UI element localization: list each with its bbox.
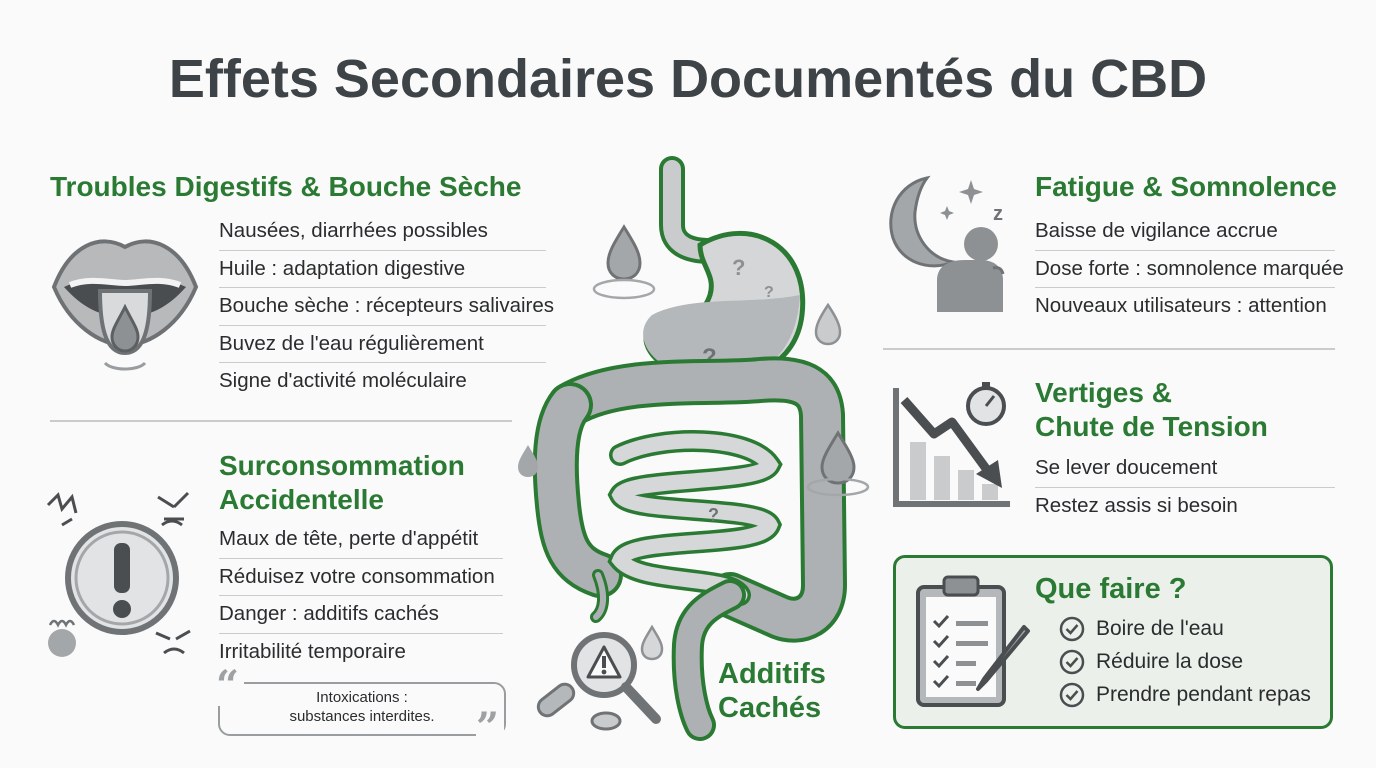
overconsumption-heading bbox=[219, 449, 465, 517]
list-item: Nouveaux utilisateurs : attention bbox=[1035, 294, 1327, 317]
todo-label: Réduire la dose bbox=[1096, 650, 1244, 673]
list-item bbox=[1059, 612, 1311, 645]
svg-text:z: z bbox=[993, 203, 1003, 225]
check-circle-icon bbox=[1059, 616, 1085, 642]
list-item: Nausées, diarrhées possibles bbox=[219, 213, 546, 251]
list-item: Danger : additifs cachés bbox=[219, 596, 503, 634]
list-item: Maux de tête, perte d'appétit bbox=[219, 521, 503, 559]
fatigue-list bbox=[1035, 213, 1344, 325]
open-quote-icon: “ bbox=[216, 666, 244, 706]
moon-sleep-person-icon bbox=[885, 172, 1020, 317]
list-item: Réduisez votre consommation bbox=[219, 559, 503, 597]
list-item: Irritabilité temporaire bbox=[219, 639, 406, 663]
hidden-additives-label bbox=[718, 657, 826, 725]
dizziness-heading-line1: Vertiges & bbox=[1035, 377, 1172, 408]
section-divider bbox=[883, 348, 1335, 350]
list-item: Baisse de vigilance accrue bbox=[1035, 213, 1335, 251]
list-item: Se lever doucement bbox=[1035, 450, 1335, 488]
list-item: Restez assis si besoin bbox=[1035, 493, 1238, 517]
dizziness-heading-line2: Chute de Tension bbox=[1035, 411, 1268, 442]
check-circle-icon bbox=[1059, 682, 1085, 708]
list-item: Dose forte : somnolence marquée bbox=[1035, 251, 1335, 289]
check-circle-icon bbox=[1059, 649, 1085, 675]
hidden-additives-line1: Additifs bbox=[718, 658, 826, 690]
list-item bbox=[1059, 678, 1311, 711]
todo-label: Boire de l'eau bbox=[1096, 617, 1224, 640]
dizziness-heading bbox=[1035, 376, 1268, 444]
quote-line1: Intoxications : bbox=[316, 689, 408, 706]
list-item: Signe d'activité moléculaire bbox=[219, 369, 467, 392]
quote-box bbox=[218, 682, 506, 736]
quote-text bbox=[220, 688, 504, 726]
what-to-do-heading: Que faire ? bbox=[1035, 573, 1187, 605]
svg-text:?: ? bbox=[708, 505, 719, 525]
list-item: Bouche sèche : récepteurs salivaires bbox=[219, 288, 546, 326]
falling-chart-gauge-icon bbox=[890, 380, 1020, 510]
svg-text:?: ? bbox=[702, 344, 717, 371]
digestive-list bbox=[219, 213, 555, 400]
mouth-tongue-droplet-icon bbox=[50, 225, 200, 380]
clipboard-checklist-icon bbox=[912, 575, 1040, 710]
hidden-additives-line2: Cachés bbox=[718, 692, 822, 724]
quote-line2: substances interdites. bbox=[289, 708, 435, 725]
overconsumption-heading-line2: Accidentelle bbox=[219, 484, 384, 515]
list-item bbox=[1059, 645, 1311, 678]
fatigue-heading: Fatigue & Somnolence bbox=[1035, 171, 1337, 202]
svg-text:?: ? bbox=[764, 284, 774, 301]
list-item: Huile : adaptation digestive bbox=[219, 251, 546, 289]
dizziness-list bbox=[1035, 450, 1335, 524]
what-to-do-list bbox=[1059, 612, 1311, 711]
magnifier-warning-icon bbox=[532, 625, 672, 735]
warning-exclamation-icon bbox=[40, 485, 200, 665]
list-item: Buvez de l'eau régulièrement bbox=[219, 326, 546, 364]
overconsumption-list bbox=[219, 521, 503, 670]
svg-text:?: ? bbox=[732, 255, 746, 280]
overconsumption-heading-line1: Surconsommation bbox=[219, 450, 465, 481]
close-quote-icon: ” bbox=[476, 708, 504, 748]
digestive-heading: Troubles Digestifs & Bouche Sèche bbox=[50, 171, 522, 202]
section-divider bbox=[50, 420, 512, 422]
todo-label: Prendre pendant repas bbox=[1096, 683, 1311, 706]
page-title: Effets Secondaires Documentés du CBD bbox=[168, 49, 1208, 109]
